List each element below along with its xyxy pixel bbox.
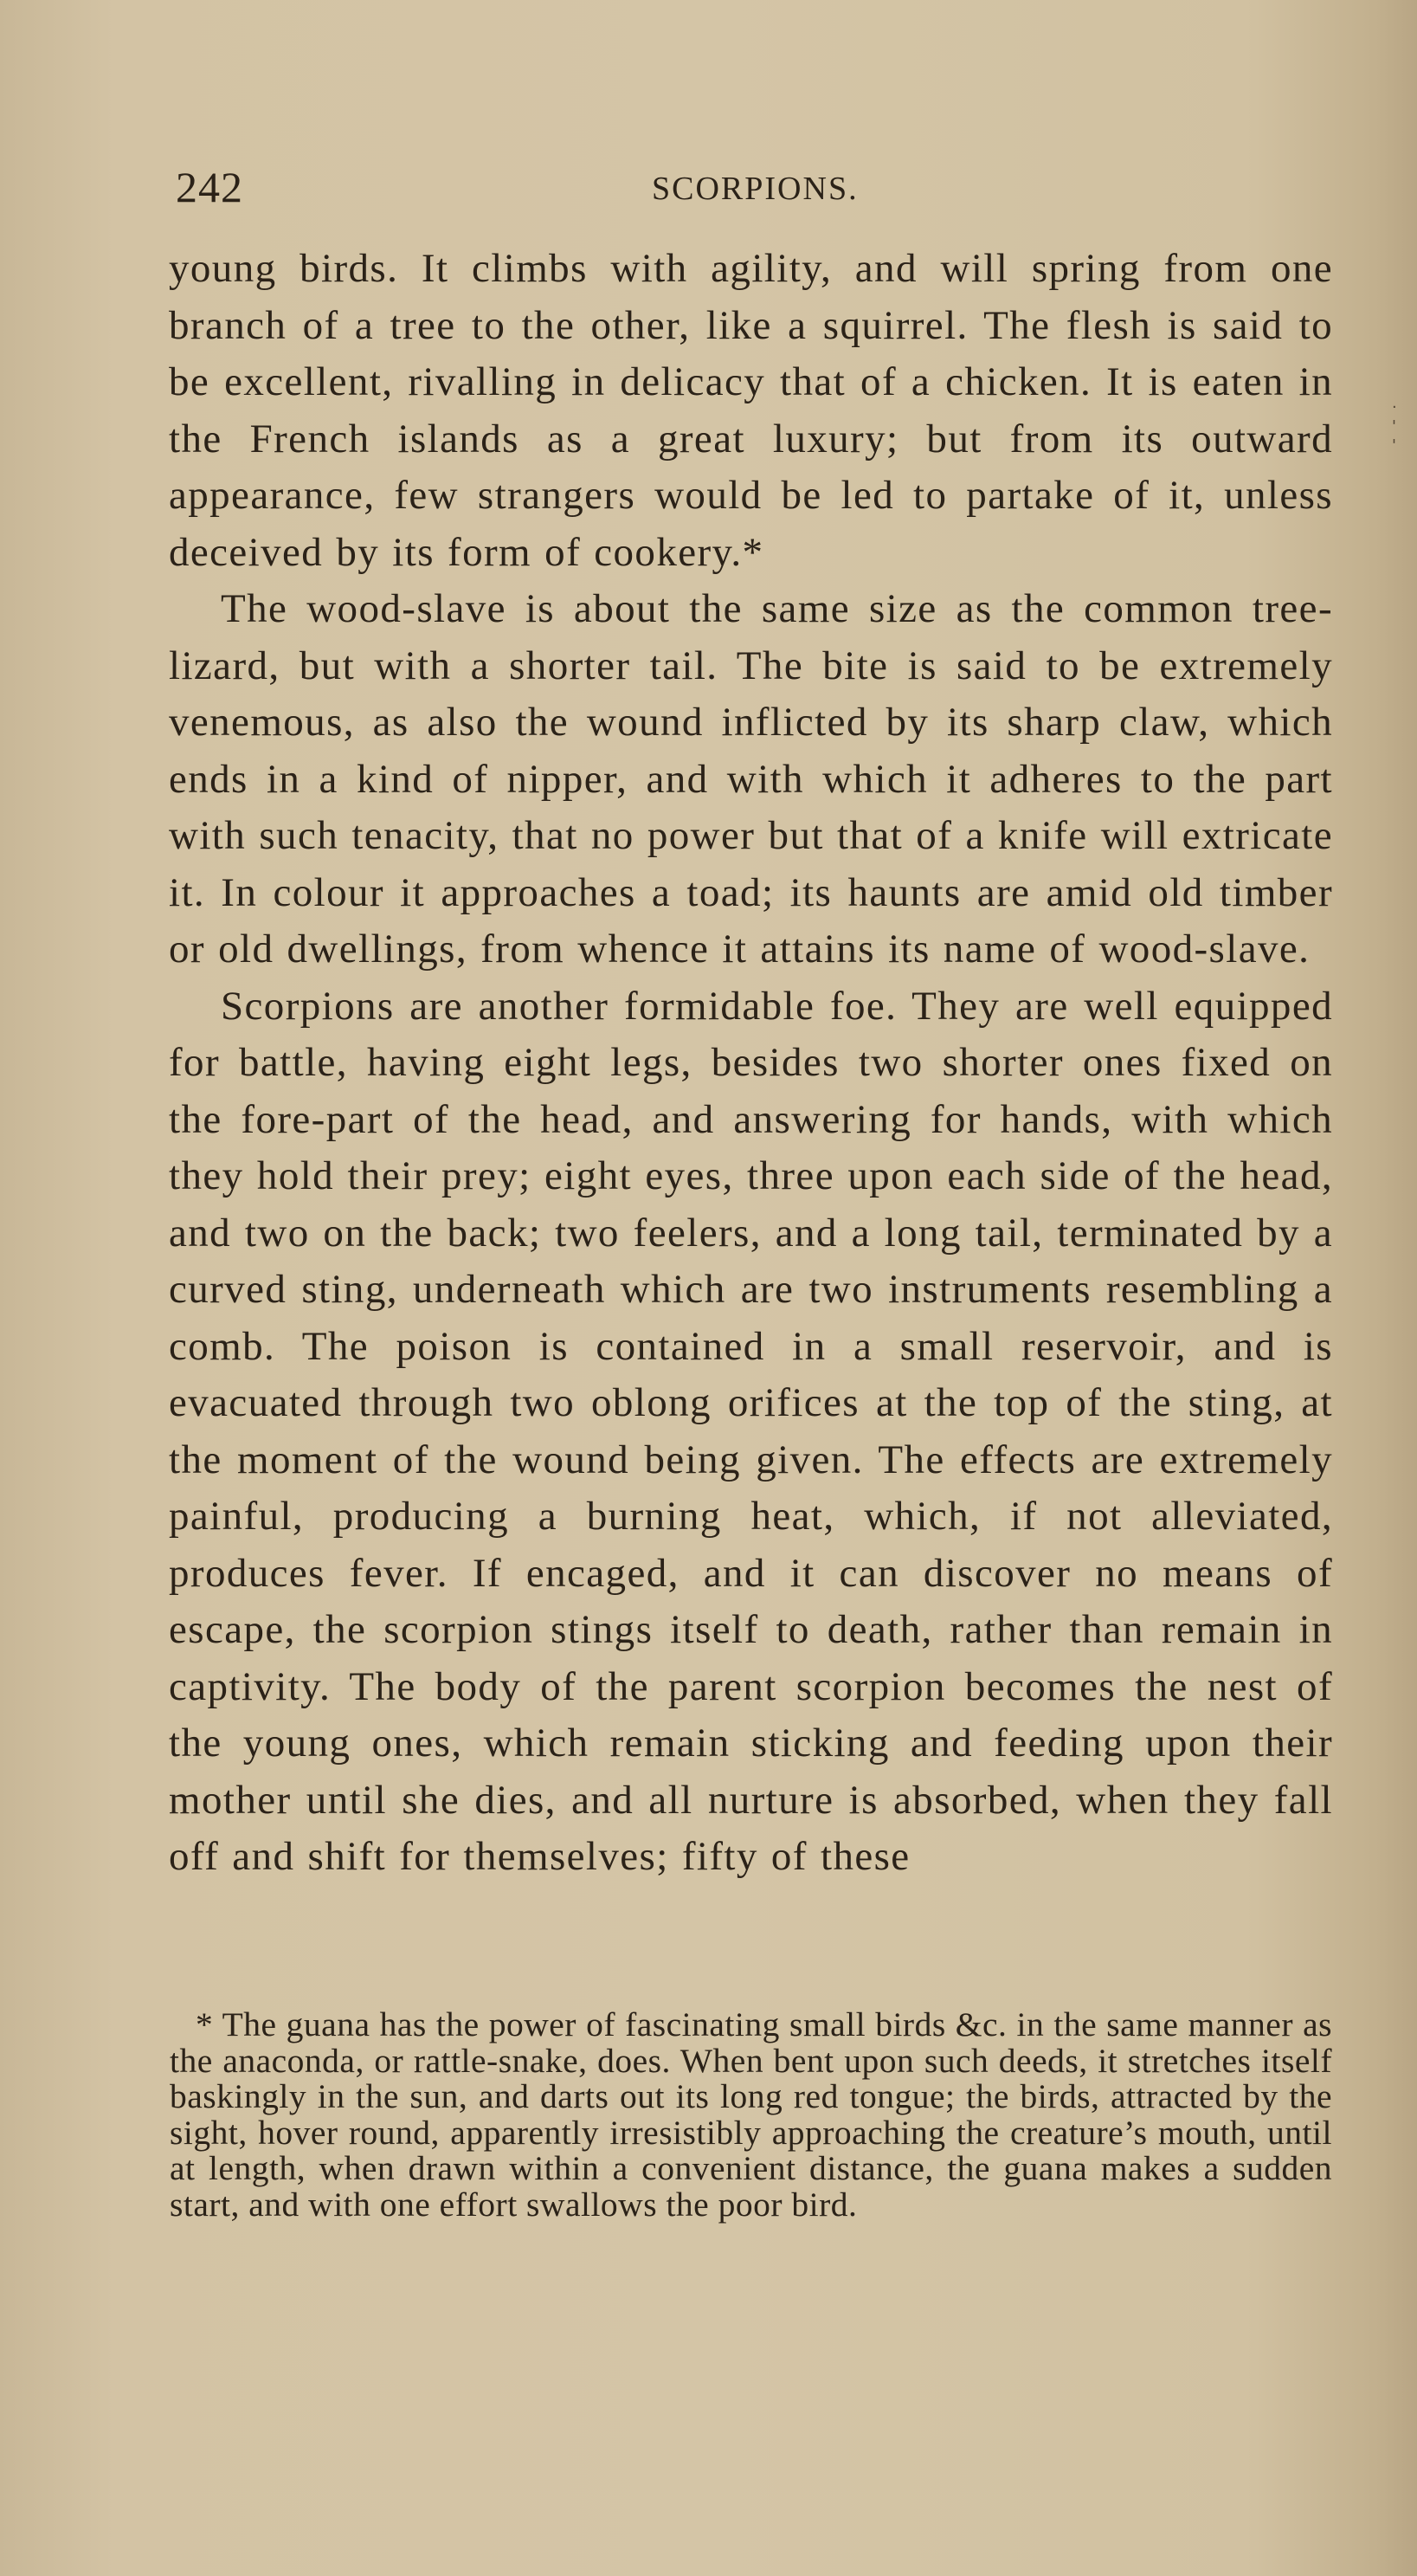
page-header [176, 161, 1327, 213]
paragraph-wood-slave: The wood-slave is about the same size as the common tree-lizard, but with a shorter tail. The bite is said to be extremely venemous, as also the wound inflicted by its sharp claw, which ends in a kind of nipper, and with which it adheres to the part with such tenacity, that no power but that of a knife will extricate it. In colour it approaches a toad; its haunts are amid old timber or old dwellings, from whence it attains its name of wood-slave. [169, 586, 1333, 972]
margin-marks: · ' ' [1392, 398, 1397, 455]
paragraph-scorpions: Scorpions are another formidable foe. They are well equipped for battle, having eight legs, besides two shorter ones fixed on the fore-part of the head, and answering for hands, with which they hold their prey; eight eyes, three upon each side of the head, and two on the back; two feelers, and a long tail, terminated by a curved sting, underneath which are two instruments resembling a comb. The poison is contained in a small reservoir, and is evacuated through two oblong orifices at the top of the sting, at the moment of the wound being given. The effects are extremely painful, producing a burning heat, which, if not alleviated, produces fever. If encaged, and it can discover no means of escape, the scorpion stings itself to death, rather than remain in captivity. The body of the parent scorpion becomes the nest of the young ones, which remain sticking and feeding upon their mother until she dies, and all nurture is absorbed, when they fall off and shift for themselves; fifty of these [169, 983, 1333, 1879]
body-text [169, 241, 1333, 1886]
page-number: 242 [176, 163, 243, 211]
footnote: * The guana has the power of fascinating small birds &c. in the same manner as the anaconda, or rattle-snake, does. When bent upon such deeds, it stretches itself baskingly in the sun, and darts out its long red tongue; the birds, attracted by the sight, hover round, apparently irresistibly approaching the creature’s mouth, until at length, when drawn within a convenient distance, the guana makes a sudden start, and with one effort swallows the poor bird. [170, 2005, 1332, 2224]
paragraph-guana: young birds. It climbs with agility, and will spring from one branch of a tree to the other, like a squirrel. The flesh is said to be excellent, rivalling in delicacy that of a chicken. It is eaten in the French islands as a great luxury; but from its outward appearance, few strangers would be led to partake of it, unless deceived by its form of cookery.* [169, 246, 1333, 575]
running-head: SCORPIONS. [652, 171, 859, 207]
